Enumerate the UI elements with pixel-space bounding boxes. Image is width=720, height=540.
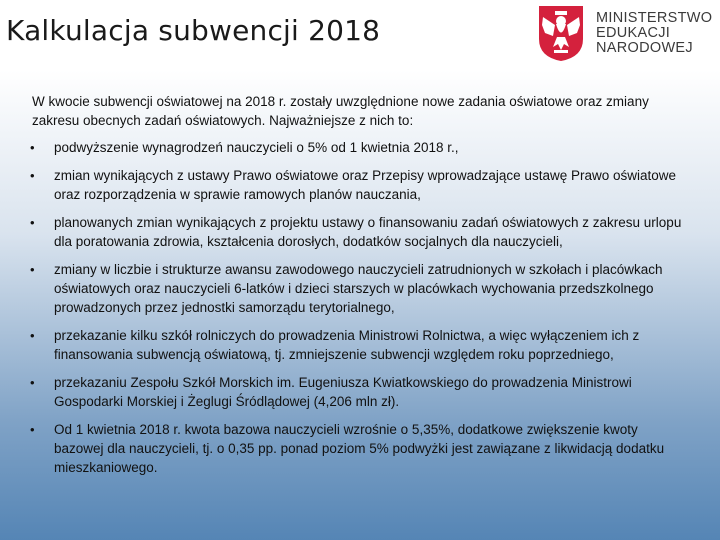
bullet-icon: • xyxy=(30,140,35,155)
ministry-line-3: NARODOWEJ xyxy=(596,40,693,56)
list-item-text: przekazaniu Zespołu Szkół Morskich im. Eugeniusza Kwiatkowskiego do prowadzenia Ministrowi Gospodarki Morskiej i Żeglugi Śródlądowej (4,206 mln zł). xyxy=(54,375,632,409)
list-item xyxy=(30,213,690,251)
bullet-icon: • xyxy=(30,215,35,230)
intro-paragraph: W kwocie subwencji oświatowej na 2018 r. zostały uwzględnione nowe zadania oświatowe oraz zmiany zakresu obecnych zadań oświatowych. Najważniejsze z nich to: xyxy=(32,94,649,128)
ministry-line-2: EDUKACJI xyxy=(596,25,671,41)
bullet-icon: • xyxy=(30,328,35,343)
list-item-text: podwyższenie wynagrodzeń nauczycieli o 5% od 1 kwietnia 2018 r., xyxy=(54,140,459,155)
bullet-icon: • xyxy=(30,375,35,390)
list-item-text: Od 1 kwietnia 2018 r. kwota bazowa nauczycieli wzrośnie o 5,35%, dodatkowe zwiększenie kwoty bazowej dla nauczycieli, tj. o 0,35 pp. ponad poziom 5% podwyżki jest zawiązane z likwidacją dodatku mieszkaniowego. xyxy=(54,422,665,475)
bullet-icon: • xyxy=(30,422,35,437)
bullet-icon: • xyxy=(30,168,35,183)
polish-eagle-emblem-icon xyxy=(536,3,586,63)
ministry-line-1: MINISTERSTWO xyxy=(596,10,713,26)
list-item-text: przekazanie kilku szkół rolniczych do prowadzenia Ministrowi Rolnictwa, a więc wyłączeniem ich z finansowania subwencją oświatową, tj. zmniejszenie subwencji względem roku poprzedniego, xyxy=(54,328,640,362)
list-item-text: planowanych zmian wynikających z projektu ustawy o finansowaniu zadań oświatowych z zakresu urlopu dla poratowania zdrowia, kształcenia dorosłych, dodatków socjalnych dla nauczycieli, xyxy=(54,215,682,249)
list-item-text: zmiany w liczbie i strukturze awansu zawodowego nauczycieli zatrudnionych w szkołach i placówkach oświatowych oraz nauczycieli 6-latków i dzieci starszych w placówkach wychowania przedszkolnego prowadzonych przez jednostki samorządu terytorialnego, xyxy=(54,262,663,315)
list-item xyxy=(30,326,690,364)
ministry-name xyxy=(596,11,712,56)
slide-body xyxy=(0,70,720,540)
slide-header xyxy=(0,0,720,70)
bullet-icon: • xyxy=(30,262,35,277)
list-item-text: zmian wynikających z ustawy Prawo oświatowe oraz Przepisy wprowadzające ustawę Prawo oświatowe oraz rozporządzenia w sprawie ramowych planów nauczania, xyxy=(54,168,677,202)
list-item xyxy=(30,373,690,411)
list-item xyxy=(30,420,690,477)
list-item xyxy=(30,138,690,157)
list-item xyxy=(30,166,690,204)
ministry-logo xyxy=(536,3,716,63)
slide-title: Kalkulacja subwencji 2018 xyxy=(6,14,381,47)
bullet-list xyxy=(30,138,690,486)
list-item xyxy=(30,260,690,317)
